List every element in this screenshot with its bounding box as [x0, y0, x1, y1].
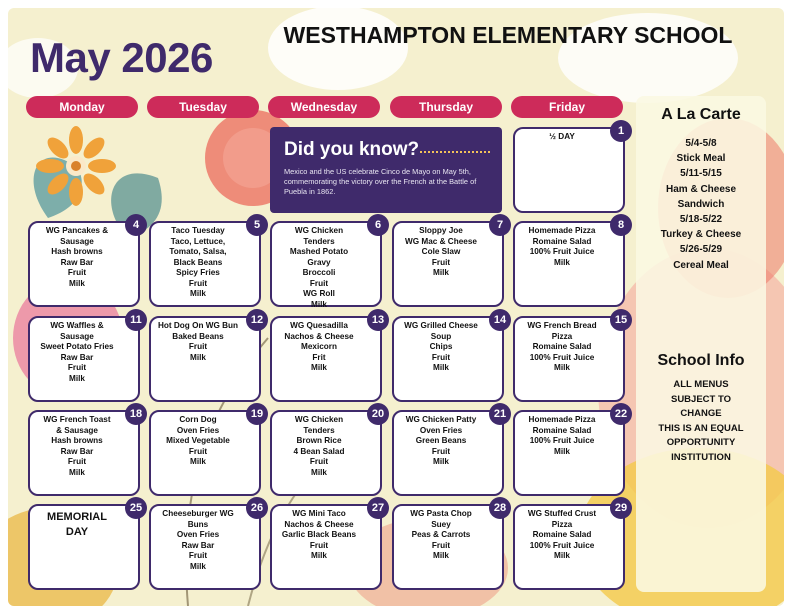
calendar-day-cell	[28, 221, 140, 307]
menu-text: WG French Toast & Sausage Hash browns Raw Bar Fruit Milk	[43, 415, 111, 477]
day-number-badge: 12	[246, 309, 268, 331]
day-number-badge: 14	[489, 309, 511, 331]
calendar-day-cell	[392, 408, 507, 496]
day-number-badge: 27	[367, 497, 389, 519]
a-la-carte-list: 5/4-5/8 Stick Meal 5/11-5/15 Ham & Cheese Sandwich 5/18-5/22 Turkey & Cheese 5/26-5/29 Cereal Meal	[660, 138, 742, 271]
day-header-monday: Monday	[26, 96, 138, 118]
calendar-day-cell	[392, 314, 507, 402]
day-header-tuesday: Tuesday	[147, 96, 259, 118]
menu-text: Corn Dog Oven Fries Mixed Vegetable Fruit Milk	[166, 415, 230, 466]
day-number-badge: 25	[125, 497, 147, 519]
menu-text: WG Stuffed Crust Pizza Romaine Salad 100% Fruit Juice Milk	[527, 509, 597, 560]
menu-text: Sloppy Joe WG Mac & Cheese Cole Slaw Fruit Milk	[405, 226, 477, 277]
calendar-day-cell	[270, 502, 385, 590]
school-name: WESTHAMPTON ELEMENTARY SCHOOL	[283, 22, 733, 48]
menu-text: WG Pancakes & Sausage Hash browns Raw Bar Fruit Milk	[45, 226, 109, 288]
day-number-badge: 18	[125, 403, 147, 425]
did-you-know-title: Did you know?	[284, 139, 420, 160]
day-number-badge: 20	[367, 403, 389, 425]
calendar-day-cell	[28, 408, 143, 496]
day-number-badge: 26	[246, 497, 268, 519]
calendar-day-cell	[513, 221, 625, 307]
day-number-badge: 28	[489, 497, 511, 519]
day-number-badge: 22	[610, 403, 632, 425]
menu-text: Homemade Pizza Romaine Salad 100% Fruit Juice Milk	[528, 226, 596, 267]
calendar-day-cell	[270, 314, 385, 402]
menu-text: WG Mini Taco Nachos & Cheese Garlic Black Beans Fruit Milk	[281, 509, 357, 560]
day-header-friday: Friday	[511, 96, 623, 118]
calendar-day-cell	[513, 408, 628, 496]
menu-text: Homemade Pizza Romaine Salad 100% Fruit Juice Milk	[528, 415, 596, 456]
menu-text: WG Chicken Patty Oven Fries Green Beans Fruit Milk	[405, 415, 477, 466]
did-you-know-text: Mexico and the US celebrate Cinco de Mayo on May 5th, commemorating the victory over the French at the Battle of Puebla in 1862.	[284, 167, 477, 196]
menu-text: WG Grilled Cheese Soup Chips Fruit Milk	[404, 321, 478, 372]
menu-text: WG Waffles & Sausage Sweet Potato Fries Raw Bar Fruit Milk	[40, 321, 114, 383]
day-number-badge: 7	[489, 214, 511, 236]
day-number-badge: 8	[610, 214, 632, 236]
calendar-day-cell	[513, 127, 625, 213]
day-number-badge: 15	[610, 309, 632, 331]
calendar-day-cell	[392, 221, 504, 307]
day-header-thursday: Thursday	[390, 96, 502, 118]
day-number-badge: 29	[610, 497, 632, 519]
school-info-title: School Info	[657, 352, 745, 369]
calendar-day-cell	[270, 408, 385, 496]
calendar-day-cell	[149, 408, 264, 496]
day-number-badge: 4	[125, 214, 147, 236]
calendar-day-cell	[270, 221, 382, 307]
calendar-day-cell	[149, 221, 261, 307]
calendar-day-cell	[392, 502, 507, 590]
calendar-day-cell	[513, 314, 628, 402]
menu-text: WG Chicken Tenders Mashed Potato Gravy Broccoli Fruit WG Roll Milk	[289, 226, 349, 309]
menu-text: Taco Tuesday Taco, Lettuce, Tomato, Salsa, Black Beans Spicy Fries Fruit Milk	[169, 226, 227, 298]
calendar-day-cell	[28, 316, 140, 402]
menu-text: MEMORIAL DAY	[47, 511, 107, 538]
menu-text: WG Pasta Chop Suey Peas & Carrots Fruit Milk	[410, 509, 472, 560]
day-number-badge: 6	[367, 214, 389, 236]
menu-text: WG Chicken Tenders Brown Rice 4 Bean Salad Fruit Milk	[293, 415, 345, 477]
school-info-text: ALL MENUS SUBJECT TO CHANGE THIS IS AN EQUAL OPPORTUNITY INSTITUTION	[658, 379, 744, 463]
day-number-badge: 11	[125, 309, 147, 331]
orange-flower-icon	[36, 126, 116, 206]
a-la-carte-title: A La Carte	[661, 106, 741, 123]
calendar-day-cell	[149, 314, 264, 402]
calendar-page	[8, 8, 784, 606]
month-title: May 2026	[30, 34, 213, 81]
calendar-day-cell	[513, 502, 628, 590]
calendar-day-cell	[28, 502, 143, 590]
day-number-badge: 1	[610, 120, 632, 142]
sidebar-panel	[636, 96, 766, 592]
did-you-know-box	[270, 127, 502, 213]
menu-text: WG French Bread Pizza Romaine Salad 100% Fruit Juice Milk	[527, 321, 597, 372]
menu-text: Cheeseburger WG Buns Oven Fries Raw Bar Fruit Milk	[162, 509, 234, 571]
day-number-badge: 13	[367, 309, 389, 331]
day-number-badge: 19	[246, 403, 268, 425]
menu-text: ½ DAY	[549, 132, 575, 141]
dotted-divider	[420, 151, 490, 153]
day-number-badge: 5	[246, 214, 268, 236]
menu-text: WG Quesadilla Nachos & Cheese Mexicorn Frit Milk	[284, 321, 354, 372]
calendar-day-cell	[149, 502, 264, 590]
menu-text: Hot Dog On WG Bun Baked Beans Fruit Milk	[157, 321, 239, 362]
day-number-badge: 21	[489, 403, 511, 425]
day-header-wednesday: Wednesday	[268, 96, 380, 118]
